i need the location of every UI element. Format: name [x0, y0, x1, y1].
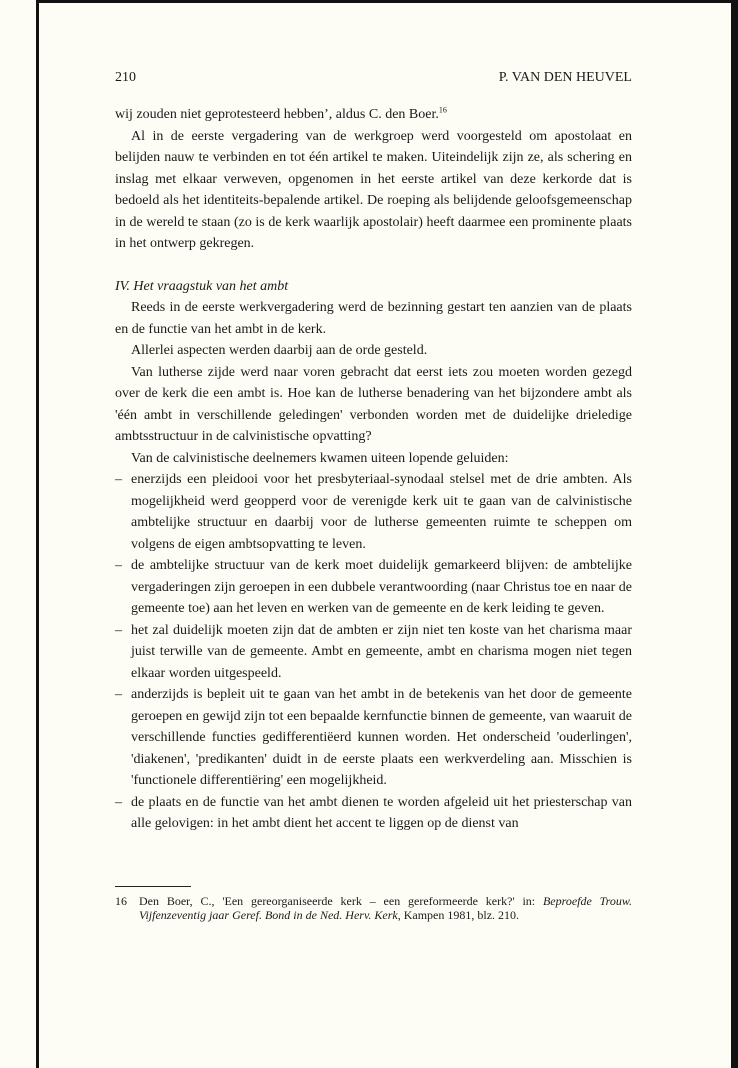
scan-edge-left	[36, 0, 39, 1068]
footnote-divider	[115, 886, 191, 887]
paragraph-1	[115, 104, 632, 126]
footnote-body	[139, 894, 632, 922]
list-item: – enerzijds een pleidooi voor het presbyteriaal-synodaal stelsel met de drie ambten. Als mogelijkheid werd geopperd voor de verenigde kerk uit te gaan van de calvinistische ambtelijke structuur en daarbij voor de lutherse gemeenten ruimte te scheppen om volgens de eigen ambtsopvatting te leven.	[115, 469, 632, 555]
scan-edge-top	[36, 0, 738, 3]
footnote	[115, 894, 632, 922]
list-item: – de ambtelijke structuur van de kerk moet duidelijk gemarkeerd blijven: de ambtelijke vergaderingen zijn geroepen in een dubbele verantwoording (naar Christus toe en naar de gemeente toe) aan het leven en werken van de gemeente en de kerk leiding te geven.	[115, 555, 632, 620]
footnote-title: Beproefde Trouw. Vijfenzeventig jaar Geref. Bond in de Ned. Herv. Kerk	[139, 894, 633, 922]
dash-list	[115, 469, 632, 835]
footnote-number: 16	[115, 894, 127, 908]
page-number: 210	[115, 70, 136, 85]
section-heading: IV. Het vraagstuk van het ambt	[115, 278, 289, 294]
paragraph-1-text: wij zouden niet geprotesteerd hebben’, aldus C. den Boer.	[115, 107, 439, 122]
paragraph-2: Al in de eerste vergadering van de werkgroep werd voorgesteld om apostolaat en belijden nauw te verbinden en tot één artikel te maken. Uiteindelijk zijn ze, als schering en inslag met elkaar verweven, opgenomen in het eerste artikel van deze kerkorde dat is bedoeld als het identiteits-bepalende artikel. De roeping als belijdende geloofsgemeenschap in de wereld te staan (zo is de kerk waarlijk apostolair) heeft daarmee een prominente plaats in het ontwerp gekregen.	[115, 128, 632, 251]
list-item: – de plaats en de functie van het ambt dienen te worden afgeleid uit het priesterschap van alle gelovigen: in het ambt dient het accent te liggen op de dienst van	[115, 792, 632, 835]
paragraph-4: Allerlei aspecten werden daarbij aan de orde gesteld.	[131, 343, 428, 358]
footnote-text-after: , Kampen 1981, blz. 210.	[397, 908, 520, 922]
paragraph-3: Reeds in de eerste werkvergadering werd de bezinning gestart ten aanzien van de plaats en de functie van het ambt in de kerk.	[115, 300, 632, 337]
running-header	[115, 70, 632, 86]
list-item: – anderzijds is bepleit uit te gaan van het ambt in de betekenis van het door de gemeente geroepen en gewijd zijn tot een bepaalde kernfunctie binnen de gemeente, van waaruit de verschillende functies gedifferentiëerd kunnen worden. Het onderscheid 'ouderlingen', 'diakenen', 'predikanten' duidt in de eerste plaats een werkverdeling aan. Misschien is 'functionele differentiëring' een mogelijkheid.	[115, 684, 632, 792]
footnote-ref: 16	[438, 105, 447, 115]
running-title: P. VAN DEN HEUVEL	[498, 70, 632, 85]
paragraph-6: Van de calvinistische deelnemers kwamen uiteen lopende geluiden:	[131, 450, 509, 466]
list-item: – het zal duidelijk moeten zijn dat de ambten er zijn niet ten koste van het charisma maar juist terwille van de gemeente. Ambt en gemeente, ambt en charisma mogen niet tegen elkaar worden uitgespeeld.	[115, 620, 632, 685]
body-text	[115, 104, 632, 835]
footnote-text-before: Den Boer, C., 'Een gereorganiseerde kerk – een gereformeerde kerk?' in:	[139, 894, 543, 908]
scan-edge-right	[731, 0, 738, 1068]
paragraph-5: Van lutherse zijde werd naar voren gebracht dat eerst iets zou moeten worden gezegd over de kerk die een ambt is. Hoe kan de lutherse benadering van het bijzondere ambt als 'één ambt in verschillende geledingen' verbonden worden met de duidelijke drieledige ambtsstructuur in de calvinistische opvatting?	[115, 364, 632, 444]
